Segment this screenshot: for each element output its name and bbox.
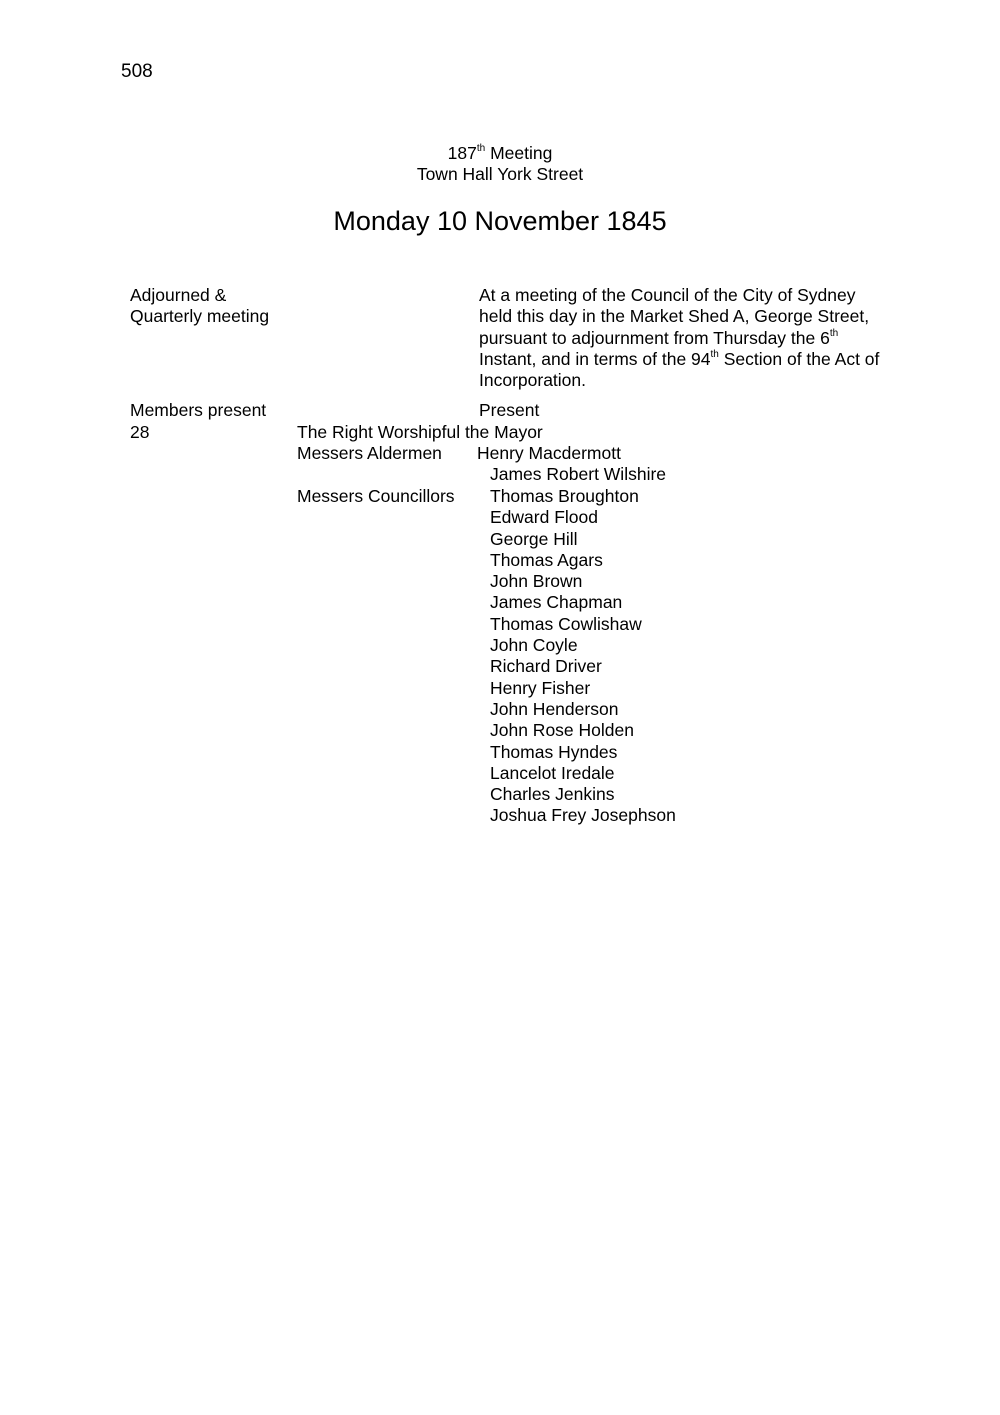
intro-line-text: Section of the Act of — [718, 348, 880, 369]
meeting-number-suffix: th — [476, 143, 486, 155]
intro-line — [479, 328, 879, 349]
intro-line-text: Instant, and in terms of the 94 — [479, 348, 711, 369]
intro-line: held this day in the Market Shed A, George Street, — [479, 306, 870, 327]
councillor-name: John Brown — [490, 571, 583, 592]
councillor-name: Thomas Agars — [490, 549, 603, 570]
councillor-name: Thomas Hyndes — [490, 741, 618, 762]
alderman-name: Henry Macdermott — [477, 443, 621, 463]
councillor-name: Lancelot Iredale — [490, 762, 615, 783]
intro-line: Incorporation. — [479, 370, 587, 391]
members-count: 28 — [130, 422, 150, 442]
councillor-name: Charles Jenkins — [490, 784, 615, 805]
councillor-name: John Henderson — [490, 698, 619, 719]
margin-note-line: Quarterly meeting — [130, 306, 270, 327]
meeting-label: Meeting — [490, 143, 553, 163]
councillor-name: Thomas Broughton — [490, 486, 639, 506]
councillors-list — [490, 486, 676, 827]
margin-note-adjourned — [130, 285, 269, 328]
page-title: Monday 10 November 1845 — [333, 206, 667, 236]
councillor-name: Joshua Frey Josephson — [490, 805, 676, 826]
page-number: 508 — [121, 61, 153, 82]
alderman-name: James Robert Wilshire — [490, 464, 667, 484]
councillor-name: John Coyle — [490, 635, 578, 656]
ordinal-suffix: th — [710, 349, 719, 361]
meeting-header — [0, 143, 1000, 186]
councillor-name: George Hill — [490, 528, 578, 549]
margin-note-members-present: Members present — [130, 400, 267, 420]
meeting-number-line — [0, 143, 1000, 164]
meeting-location: Town Hall York Street — [416, 164, 584, 185]
councillor-name: Thomas Cowlishaw — [490, 613, 642, 634]
meeting-number: 187 — [447, 143, 477, 163]
councillor-name: Henry Fisher — [490, 677, 591, 698]
councillor-name: Edward Flood — [490, 507, 598, 528]
ordinal-suffix: th — [829, 327, 839, 339]
councillor-name: James Chapman — [490, 592, 623, 613]
margin-note-line: Adjourned & — [130, 285, 227, 305]
intro-line-text: pursuant to adjournment from Thursday the 6 — [479, 327, 830, 348]
councillors-label: Messers Councillors — [297, 486, 455, 506]
intro-line — [479, 349, 879, 370]
aldermen-label: Messers Aldermen — [297, 443, 442, 463]
councillor-name: John Rose Holden — [490, 720, 634, 741]
councillor-name: Richard Driver — [490, 656, 602, 677]
mayor-line: The Right Worshipful the Mayor — [297, 422, 543, 442]
intro-paragraph — [479, 285, 879, 391]
intro-line: At a meeting of the Council of the City of Sydney — [479, 285, 856, 305]
present-heading: Present — [479, 400, 540, 420]
